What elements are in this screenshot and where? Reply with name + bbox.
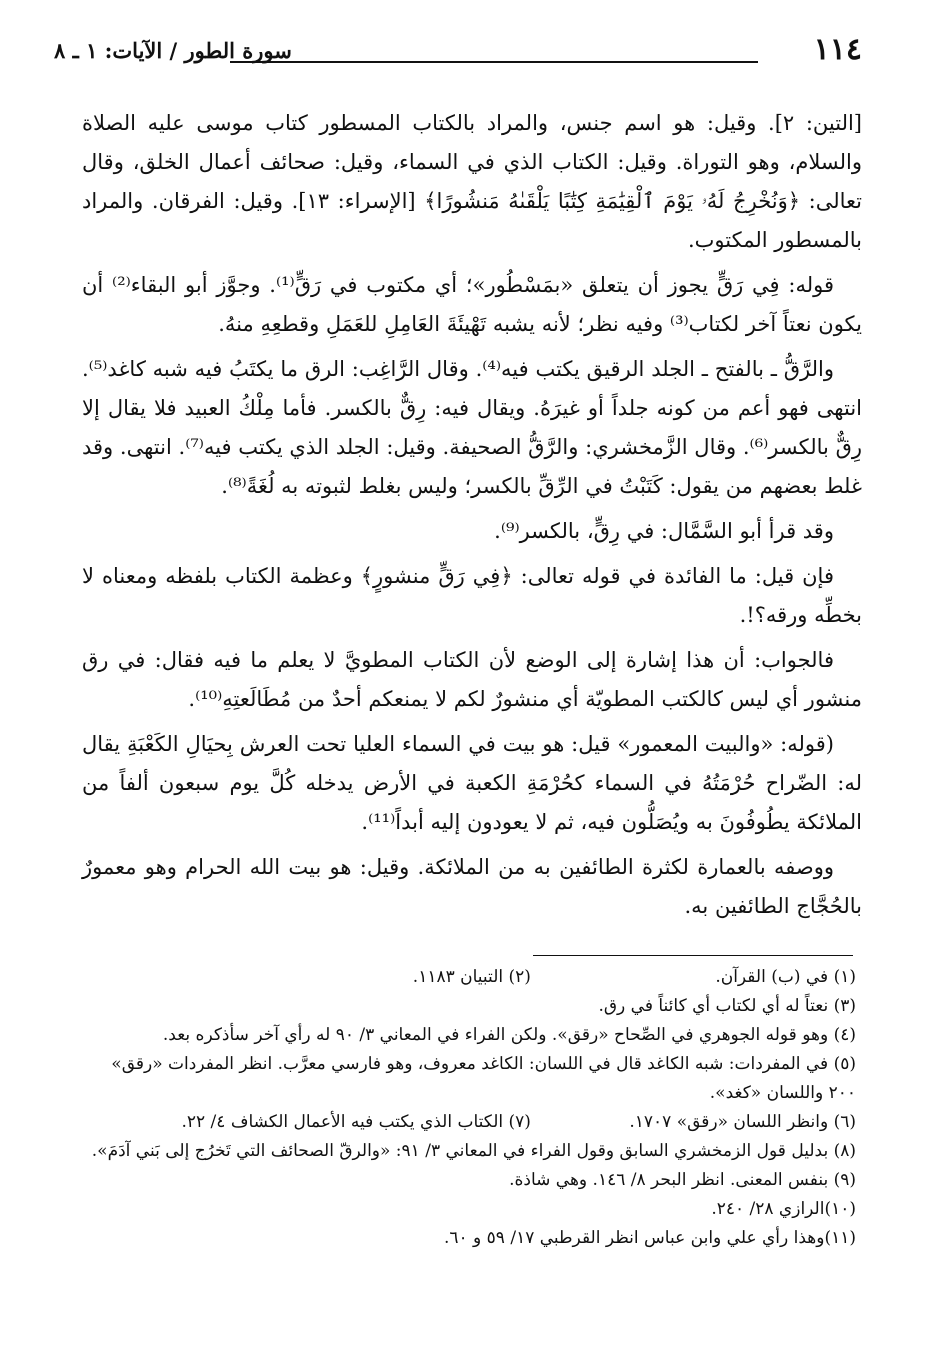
footnote: (٩) بنفس المعنى. انظر البحر ٨/ ١٤٦. وهي شاذة. bbox=[509, 1170, 856, 1190]
page-number: ١١٤ bbox=[813, 32, 862, 67]
footnote: (٨) بدليل قول الزمخشري السابق وقول الفراء في المعاني ٣/ ٩١: «والرقّ الصحائف التي تَخرُج إلى بَني آدَمَ». bbox=[91, 1141, 856, 1161]
paragraph: قوله: فِي رَقٍّ يجوز أن يتعلق «بمَسْطُور»؛ أي مكتوب في رَقٍّ⁽¹⁾. وجوَّز أبو البقاء⁽²⁾ أن يكون نعتاً آخر لكتاب⁽³⁾ وفيه نظر؛ لأنه يشبه تَهْيئَةَ العَامِلِ للعَمَلِ وقطعِهِ منهُ. bbox=[82, 273, 862, 336]
footnote: (١) في (ب) القرآن. bbox=[715, 967, 856, 987]
footnote: (١٠)الرازي ٢٨/ ٢٤٠. bbox=[711, 1199, 856, 1219]
footnote: (٥) في المفردات: شبه الكاغد قال في اللسان: الكاغد معروف، وهو فارسي معرَّب. انظر المفردات «رقق» ٢٠٠ واللسان «كغد». bbox=[111, 1054, 856, 1103]
page-header bbox=[54, 30, 862, 74]
paragraph: فالجواب: أن هذا إشارة إلى الوضع لأن الكتاب المطويَّ لا يعلم ما فيه فقال: في رق منشور أي ليس كالكتب المطويّة أي منشورٌ لكم لا يمنعكم أحدٌ من مُطَالَعتِهِ⁽¹⁰⁾. bbox=[82, 648, 862, 711]
paragraph: [التين: ٢]. وقيل: هو اسم جنس، والمراد بالكتاب المسطور كتاب موسى عليه الصلاة والسلام، وهو التوراة. وقيل: الكتاب الذي في السماء، وقيل: صحائف أعمال الخلق، وقال تعالى: ﴿وَنُخْرِجُ لَهُۥ يَوْمَ ٱلْقِيَٰمَةِ كِتَٰبًا يَلْقَىٰهُ مَنشُورًا﴾ [الإسراء: ١٣]. وقيل: الفرقان. والمراد بالمسطور المكتوب. bbox=[82, 111, 862, 252]
footnote-row bbox=[82, 963, 856, 992]
footnote-separator bbox=[533, 955, 853, 956]
footnote: (٣) نعتاً له أي لكتاب أي كائناً في رق. bbox=[598, 996, 856, 1016]
footnotes bbox=[82, 963, 856, 1253]
footnote: (٢) التبيان ١١٨٣. bbox=[412, 967, 531, 987]
main-text bbox=[82, 104, 862, 932]
paragraph: فإن قيل: ما الفائدة في قوله تعالى: ﴿فِي رَقٍّ منشورٍ﴾ وعظمة الكتاب بلفظه ومعناه لا بخطِّه ورقه؟!. bbox=[82, 564, 862, 627]
footnote-row bbox=[82, 1108, 856, 1137]
footnote: (٤) وهو قوله الجوهري في الصِّحاح «رقق». ولكن الفراء في المعاني ٣/ ٩٠ له رأي آخر سأذكره بعد. bbox=[162, 1025, 856, 1045]
paragraph: (قوله: «والبيت المعمور» قيل: هو بيت في السماء العليا تحت العرش بِحيَالِ الكَعْبَةِ يقال له: الضّراح حُرْمَتُهُ في السماء كحُرْمَةِ الكعبة في الأرض يدخله كُلَّ يوم سبعون ألفاً من الملائكة يطُوفُونَ به ويُصَلُّون فيه، ثم لا يعودون إليه أبداً⁽¹¹⁾. bbox=[82, 732, 862, 834]
paragraph: ووصفه بالعمارة لكثرة الطائفين به من الملائكة. وقيل: هو بيت الله الحرام وهو معمورٌ بالحُجَّاج الطائفين به. bbox=[82, 855, 862, 918]
footnote: (٧) الكتاب الذي يكتب فيه الأعمال الكشاف ٤/ ٢٢. bbox=[181, 1112, 531, 1132]
running-title: سورة الطور / الآيات: ١ ـ ٨ bbox=[54, 38, 292, 63]
paragraph: والرَّقُّ ـ بالفتح ـ الجلد الرقيق يكتب فيه⁽⁴⁾. وقال الرَّاغِب: الرق ما يكتَبُ فيه شبه كاغد⁽⁵⁾. انتهى فهو أعم من كونه جلداً أو غيرَهُ. ويقال فيه: رِقٌّ بالكسر. فأما مِلْكُ العبيد فلا يقال إلا رِقٌّ بالكسر⁽⁶⁾. وقال الزَّمخشري: والرَّقُّ الصحيفة. وقيل: الجلد الذي يكتب فيه⁽⁷⁾. انتهى. وقد غلط بعضهم من يقول: كَتَبْتُ في الرِّقِّ بالكسر؛ وليس بغلط لثبوته به لُغَةً⁽⁸⁾. bbox=[82, 357, 862, 498]
paragraph: وقد قرأ أبو السَّمَّال: في رِقٍّ، بالكسر⁽⁹⁾. bbox=[494, 519, 834, 543]
header-rule bbox=[230, 61, 758, 63]
footnote: (١١)وهذا رأي علي وابن عباس انظر القرطبي ١٧/ ٥٩ و ٦٠. bbox=[443, 1228, 856, 1248]
footnote: (٦) وانظر اللسان «رقق» ١٧٠٧. bbox=[629, 1112, 856, 1132]
